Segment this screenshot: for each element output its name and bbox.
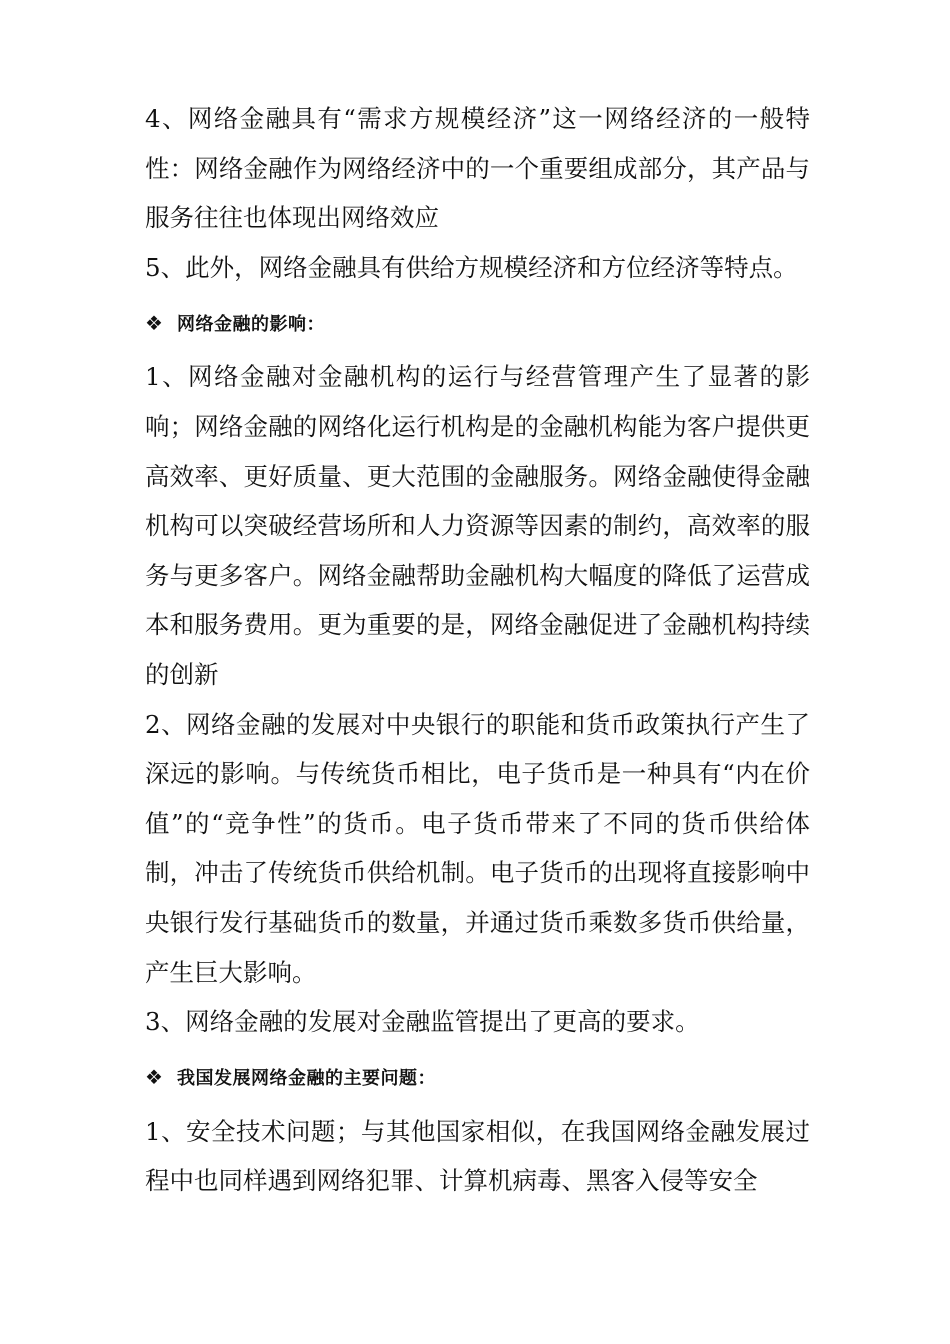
diamond-bullet-icon: ❖ bbox=[145, 1065, 163, 1090]
paragraph-problems-1: 1、安全技术问题；与其他国家相似，在我国网络金融发展过程中也同样遇到网络犯罪、计算机病毒、黑客入侵等安全 bbox=[145, 1116, 810, 1196]
section-heading-problems bbox=[145, 1048, 810, 1107]
section-heading-impact-text: 网络金融的影响： bbox=[177, 313, 325, 335]
paragraph-item-4: 4、网络金融具有“需求方规模经济”这一网络经济的一般特性：网络金融作为网络经济中的一个重要组成部分，其产品与服务往往也体现出网络效应 bbox=[145, 104, 810, 233]
paragraph-item-5: 5、此外，网络金融具有供给方规模经济和方位经济等特点。 bbox=[145, 252, 798, 282]
diamond-bullet-icon: ❖ bbox=[145, 310, 163, 335]
paragraph-impact-1: 1、网络金融对金融机构的运行与经营管理产生了显著的影响；网络金融的网络化运行机构是的金融机构能为客户提供更高效率、更好质量、更大范围的金融服务。网络金融使得金融机构可以突破经营场所和人力资源等因素的制约，高效率的服务与更多客户。网络金融帮助金融机构大幅度的降低了运营成本和服务费用。更为重要的是，网络金融促进了金融机构持续的创新 bbox=[145, 362, 810, 689]
paragraph-impact-3: 3、网络金融的发展对金融监管提出了更高的要求。 bbox=[145, 1007, 700, 1037]
paragraph-impact-2: 2、网络金融的发展对中央银行的职能和货币政策执行产生了深远的影响。与传统货币相比，电子货币是一种具有“内在价值”的“竞争性”的货币。电子货币带来了不同的货币供给体制，冲击了传统货币供给机制。电子货币的出现将直接影响中央银行发行基础货币的数量，并通过货币乘数多货币供给量，产生巨大影响。 bbox=[145, 709, 810, 987]
section-heading-impact bbox=[145, 293, 810, 352]
document-body bbox=[145, 94, 810, 1206]
section-heading-problems-text: 我国发展网络金融的主要问题： bbox=[177, 1068, 436, 1090]
